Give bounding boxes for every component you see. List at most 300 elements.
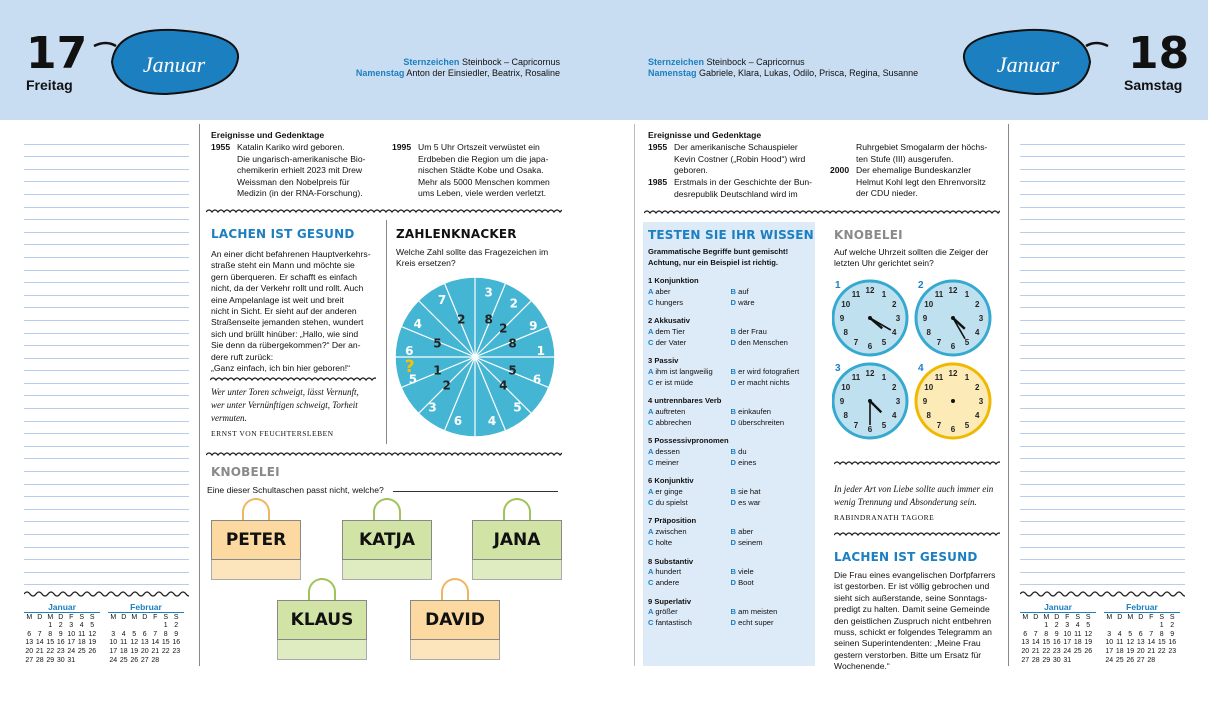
note-line: [24, 510, 189, 523]
bag-label: PETER: [211, 520, 301, 560]
day-cell: 4: [1117, 630, 1122, 638]
clock-label: 1: [835, 280, 841, 291]
day-cell: 3: [111, 630, 116, 638]
clock-number: 1: [881, 372, 887, 382]
note-line: [1020, 346, 1185, 359]
clock-pin: [868, 316, 872, 320]
note-line: [1020, 434, 1185, 447]
day-cell: [129, 622, 140, 631]
note-line: [1020, 132, 1185, 145]
day-cell: [1146, 622, 1157, 631]
day-cell: [1083, 657, 1094, 666]
option-letter: A: [648, 527, 656, 537]
weekday-cell: S: [79, 613, 85, 621]
laugh-line: den geistlichen Zuspruch nicht entbehren: [834, 615, 992, 626]
note-line: [1020, 459, 1185, 472]
clock-number: 9: [839, 397, 845, 406]
day-cell: 23: [56, 647, 65, 655]
note-line: [24, 371, 189, 384]
day-cell: 27: [1021, 656, 1030, 664]
day-cell: 4: [1075, 622, 1080, 630]
option-letter: A: [648, 447, 656, 457]
wave-divider: [1020, 590, 1185, 598]
weekday-cell: D: [1054, 613, 1060, 621]
quiz-option: [731, 338, 814, 349]
day-cell: 15: [1157, 639, 1166, 647]
note-line: [24, 321, 189, 334]
calendar-week: [24, 639, 100, 648]
event-item: [392, 142, 562, 200]
clock-number: 9: [922, 397, 928, 406]
bag-bottom: [410, 640, 500, 660]
day-cell: [1104, 622, 1115, 631]
calendar-week: [1020, 657, 1096, 666]
quiz-option: [731, 407, 814, 418]
quiz-row: [648, 338, 813, 349]
quiz-option: [648, 298, 731, 309]
weekday-cell: S: [89, 613, 95, 621]
clock-number: 4: [975, 328, 980, 337]
bag-label: KATJA: [342, 520, 432, 560]
note-line: [24, 447, 189, 460]
clock-number: 5: [964, 338, 970, 348]
option-text: der Frau: [738, 326, 767, 336]
quiz-row: [648, 458, 813, 469]
day-cell: 13: [1136, 639, 1145, 647]
clock-number: 8: [843, 411, 848, 420]
calendar-week: [1020, 648, 1096, 657]
note-line: [24, 548, 189, 561]
weekday-right: Samstag: [1124, 77, 1183, 93]
clock-number: 3: [978, 314, 984, 323]
clock-number: 8: [926, 411, 931, 420]
bag-bottom: [211, 560, 301, 580]
note-line: [1020, 535, 1185, 548]
calendar-week: [1104, 657, 1180, 666]
note-line: [1020, 548, 1185, 561]
laugh-line: Sie denn da rübergekommen?“ Der an-: [211, 340, 361, 351]
clock-number: 4: [975, 411, 980, 420]
day-cell: 26: [1084, 647, 1093, 655]
weekday-cell: F: [69, 613, 74, 621]
question-mark: ?: [404, 357, 415, 378]
quiz-option: [648, 538, 731, 549]
day-cell: 18: [119, 647, 128, 655]
option-letter: C: [648, 337, 656, 347]
quiz-option: [731, 367, 814, 378]
quiz-intro-line: Grammatische Begriffe bunt gemischt!: [648, 247, 789, 256]
calendar-week: [1020, 639, 1096, 648]
quiz-heading: 9 Superlativ: [648, 596, 692, 606]
note-line: [1020, 560, 1185, 573]
option-text: er ginge: [655, 487, 683, 497]
mini-calendar-january-left: [24, 603, 100, 665]
quiz-row: [648, 407, 813, 418]
day-cell: 6: [27, 630, 32, 638]
weekday-cell: M: [1043, 613, 1050, 621]
event-year: 1955: [648, 142, 668, 152]
note-line: [24, 535, 189, 548]
wheel-outer-number: 6: [532, 372, 542, 387]
wheel-inner-number: 8: [508, 336, 517, 351]
note-line: [24, 132, 189, 145]
option-text: sie hat: [738, 487, 761, 497]
option-text: aber: [655, 286, 671, 296]
day-cell: 24: [1063, 647, 1072, 655]
day-cell: 25: [119, 656, 128, 664]
note-line: [24, 384, 189, 397]
clock-number: 11: [934, 289, 944, 299]
wave-divider: [24, 590, 189, 598]
day-cell: 9: [1170, 630, 1175, 638]
note-line: [24, 296, 189, 309]
day-cell: 20: [140, 647, 149, 655]
day-cell: 12: [88, 630, 97, 638]
laugh-line: sich und brüllt hinüber: „Hallo, wie sind: [211, 328, 359, 339]
notes-lines-left: [24, 132, 189, 585]
calendar-title: Februar: [108, 603, 184, 613]
quiz-option: [648, 458, 731, 469]
clock-label: 3: [835, 363, 841, 374]
weekday-cell: S: [1075, 613, 1081, 621]
quiz-option: [731, 618, 814, 629]
day-cell: 17: [109, 647, 118, 655]
day-cell: 15: [1042, 639, 1051, 647]
event-text: Mehr als 5000 Menschen kommen: [418, 176, 550, 187]
clock-label: 2: [918, 280, 924, 291]
weekday-cell: D: [121, 613, 127, 621]
note-line: [1020, 510, 1185, 523]
day-cell: 15: [161, 639, 170, 647]
option-text: zwischen: [655, 527, 687, 537]
weekday-cell: D: [58, 613, 64, 621]
day-cell: 8: [163, 630, 168, 638]
day-cell: 23: [1168, 647, 1177, 655]
option-text: er ist müde: [655, 377, 694, 387]
day-cell: 2: [1170, 622, 1175, 630]
wheel-outer-number: 9: [529, 319, 538, 334]
quiz-row: [648, 287, 813, 298]
quiz-option: [648, 378, 731, 389]
quote-right: [834, 483, 1009, 509]
bag-handle: [308, 578, 336, 602]
option-text: den Menschen: [738, 337, 788, 347]
event-year: 1985: [648, 177, 668, 187]
right-zodiac: Sternzeichen Steinbock – Capricornus: [648, 57, 805, 67]
event-year: 2000: [830, 165, 850, 175]
day-cell: 5: [1128, 630, 1133, 638]
clock-number: 1: [964, 289, 970, 299]
mini-calendar-january-right: [1020, 603, 1096, 665]
note-line: [1020, 195, 1185, 208]
day-cell: 12: [1126, 639, 1135, 647]
clock-number: 7: [936, 421, 942, 431]
event-item: [830, 165, 1000, 200]
clock-number: 10: [841, 300, 851, 309]
day-cell: 11: [78, 630, 86, 638]
day-cell: 23: [1052, 647, 1061, 655]
weekday-cell: M: [1022, 613, 1029, 621]
calendar-week: [1020, 631, 1096, 640]
quote-line: In jeder Art von Liebe sollte auch immer ein: [834, 484, 994, 494]
laugh-text-left: [211, 249, 381, 374]
day-cell: 11: [120, 639, 128, 647]
day-cell: 7: [37, 630, 42, 638]
quiz-heading: 3 Passiv: [648, 356, 679, 366]
note-line: [1020, 472, 1185, 485]
note-line: [1020, 321, 1185, 334]
note-line: [1020, 334, 1185, 347]
quiz-row: [648, 567, 813, 578]
month-name-left: Januar: [142, 52, 206, 77]
quiz-option: [648, 527, 731, 538]
clock-number: 5: [881, 338, 887, 348]
quiz-row: [648, 498, 813, 509]
quiz-intro: [648, 247, 813, 269]
clock-number: 12: [865, 369, 875, 378]
note-line: [1020, 384, 1185, 397]
laugh-line: nicht, da der Verkehr rollt und rollt. Auch: [211, 283, 364, 294]
quiz-heading: 2 Akkusativ: [648, 316, 690, 326]
day-cell: [1157, 657, 1168, 666]
calendar-weekdays: [108, 614, 184, 623]
note-line: [24, 346, 189, 359]
day-cell: 1: [1159, 622, 1164, 630]
puzzle-title: ZAHLENKNACKER: [396, 227, 517, 241]
wheel-outer-number: 6: [405, 344, 414, 359]
day-cell: [119, 622, 130, 631]
day-cell: 4: [121, 630, 126, 638]
day-cell: 6: [1138, 630, 1143, 638]
laugh-line: sieht sich außerstande, seine Sonntags-: [834, 592, 988, 603]
day-cell: 20: [25, 647, 34, 655]
weekday-cell: S: [173, 613, 179, 621]
quote-line: vermuten.: [211, 413, 247, 423]
note-line: [24, 271, 189, 284]
weekday-cell: D: [1138, 613, 1144, 621]
quiz-title: TESTEN SIE IHR WISSEN: [648, 228, 814, 242]
option-text: viele: [738, 567, 754, 577]
option-letter: D: [730, 337, 739, 347]
laugh-line: Wochenende.“: [834, 661, 890, 672]
option-text: der Vater: [655, 337, 687, 347]
option-letter: C: [648, 618, 656, 628]
day-cell: 21: [1147, 647, 1156, 655]
quiz-item: [648, 276, 813, 308]
quiz-list: [648, 276, 813, 637]
option-text: dem Tier: [655, 326, 685, 336]
option-letter: A: [648, 567, 656, 577]
bag-bottom: [342, 560, 432, 580]
note-line: [1020, 170, 1185, 183]
day-cell: 7: [1033, 630, 1038, 638]
day-cell: 3: [69, 622, 74, 630]
clock-number: 12: [948, 369, 958, 378]
laugh-line: „Ganz einfach, ich bin hier geboren!“: [211, 363, 351, 374]
calendar-week: [108, 657, 184, 666]
laugh-line: straße steht ein Mann und möchte sie: [211, 260, 355, 271]
day-number-right: 18: [1128, 28, 1190, 79]
wheel-inner-number: 2: [457, 312, 466, 327]
day-cell: 16: [172, 639, 181, 647]
clock-number: 7: [936, 338, 942, 348]
day-cell: 19: [130, 647, 139, 655]
day-cell: 28: [1031, 656, 1040, 664]
quiz-intro-line: Achtung, nur ein Beispiel ist richtig.: [648, 257, 778, 267]
event-text: geboren.: [674, 165, 708, 175]
right-nameday: Namenstag Gabriele, Klara, Lukas, Odilo, Prisca, Regina, Susanne: [648, 68, 919, 78]
note-line: [24, 434, 189, 447]
day-cell: [161, 657, 172, 666]
laugh-line: dere ruft zurück:: [211, 351, 274, 362]
day-cell: 21: [35, 647, 44, 655]
option-letter: D: [730, 497, 739, 507]
day-cell: 14: [1147, 639, 1156, 647]
calendar-title: Februar: [1104, 603, 1180, 613]
quiz-row: [648, 447, 813, 458]
wheel-inner-number: 2: [442, 378, 451, 393]
quiz-row: [648, 607, 813, 618]
day-cell: 26: [88, 647, 97, 655]
day-cell: 20: [1021, 647, 1030, 655]
knobelei-question-left: Eine dieser Schultaschen passt nicht, welche?: [207, 485, 384, 495]
note-line: [24, 396, 189, 409]
day-cell: 9: [1054, 630, 1059, 638]
option-text: hundert: [655, 567, 682, 577]
day-cell: 22: [1042, 647, 1051, 655]
quiz-option: [648, 367, 731, 378]
quiz-option: [731, 607, 814, 618]
option-letter: A: [648, 407, 656, 417]
day-cell: 5: [1086, 622, 1091, 630]
calendar-week: [1104, 639, 1180, 648]
calendar-week: [1104, 622, 1180, 631]
quiz-item: [648, 316, 813, 348]
day-number-left: 17: [26, 28, 88, 79]
event-text: Der amerikanische Schauspieler: [674, 142, 798, 152]
note-line: [1020, 422, 1185, 435]
clock-number: 9: [839, 314, 845, 323]
quiz-row: [648, 367, 813, 378]
note-line: [1020, 157, 1185, 170]
note-line: [24, 359, 189, 372]
day-cell: [87, 657, 98, 666]
day-cell: 7: [1149, 630, 1154, 638]
wheel-outer-number: 2: [509, 296, 518, 311]
day-cell: 14: [1031, 639, 1040, 647]
day-cell: 27: [1136, 656, 1145, 664]
event-text: Erstmals in der Geschichte der Bun-: [674, 177, 813, 187]
knobelei-line: Auf welche Uhrzeit sollten die Zeiger der: [834, 247, 989, 257]
wave-divider: [834, 460, 1000, 468]
laugh-line: gern überqueren. Er schafft es einfach: [211, 271, 358, 282]
note-line: [24, 258, 189, 271]
clock-number: 11: [934, 372, 944, 382]
option-letter: B: [730, 487, 739, 497]
clock-pin: [951, 399, 955, 403]
event-year: 1995: [392, 142, 412, 152]
option-letter: B: [730, 607, 739, 617]
option-letter: C: [648, 377, 656, 387]
quiz-row: [648, 418, 813, 429]
quiz-row: [648, 327, 813, 338]
quiz-option: [648, 418, 731, 429]
option-letter: C: [648, 417, 656, 427]
option-text: du: [738, 447, 747, 457]
wave-divider: [834, 531, 1000, 539]
option-letter: A: [648, 487, 656, 497]
option-text: echt super: [738, 618, 774, 628]
left-nameday: Namenstag Anton der Einsiedler, Beatrix, Rosaline: [355, 68, 560, 78]
calendar-week: [1104, 648, 1180, 657]
note-line: [24, 170, 189, 183]
wheel-outer-number: 5: [408, 372, 418, 387]
quiz-option: [648, 567, 731, 578]
laugh-title-right: LACHEN IST GESUND: [834, 550, 978, 564]
quiz-row: [648, 298, 813, 309]
option-text: abbrechen: [655, 417, 692, 427]
weekday-cell: M: [1106, 613, 1113, 621]
day-cell: [1167, 657, 1178, 666]
laugh-text-right: [834, 570, 1004, 673]
bag-handle: [503, 498, 531, 522]
quiz-option: [648, 407, 731, 418]
quiz-option: [648, 607, 731, 618]
quiz-option: [648, 287, 731, 298]
day-cell: [108, 622, 119, 631]
quiz-option: [731, 578, 814, 589]
option-letter: D: [730, 377, 739, 387]
event-year: 1955: [211, 142, 231, 152]
clock-number: 6: [867, 425, 873, 434]
option-letter: D: [730, 417, 739, 427]
option-letter: B: [730, 447, 739, 457]
quote-author-left: ERNST VON FEUCHTERSLEBEN: [211, 429, 334, 438]
calendar-weekdays: [24, 614, 100, 623]
calendar-weekdays: [1104, 614, 1180, 623]
event-text: nischen Städte Kobe und Osaka.: [418, 165, 544, 175]
quiz-heading: 8 Substantiv: [648, 556, 694, 566]
quiz-option: [731, 527, 814, 538]
wave-divider: [644, 209, 1000, 217]
option-text: hungers: [655, 297, 684, 307]
note-line: [24, 560, 189, 573]
day-cell: [24, 622, 35, 631]
day-cell: 17: [1063, 639, 1072, 647]
day-cell: 19: [88, 639, 97, 647]
wave-divider: [206, 208, 562, 216]
event-text: Erdbeben die Region um die japa-: [418, 153, 549, 164]
note-line: [24, 245, 189, 258]
option-text: es war: [738, 497, 761, 507]
quote-left: [211, 386, 386, 425]
note-line: [1020, 233, 1185, 246]
event-item: [830, 142, 1000, 165]
option-text: seinem: [738, 538, 763, 548]
event-text: ums Leben, viele werden verletzt.: [418, 188, 547, 198]
leaf-icon: [960, 22, 1110, 98]
note-line: [24, 308, 189, 321]
mini-calendar-february-right: [1104, 603, 1180, 665]
note-line: [24, 459, 189, 472]
quiz-item: [648, 396, 813, 428]
day-cell: 27: [140, 656, 149, 664]
wheel-inner-number: 5: [433, 336, 442, 351]
leaf-icon: [92, 22, 242, 98]
day-cell: 18: [77, 639, 86, 647]
day-cell: 1: [48, 622, 53, 630]
weekday-cell: S: [1159, 613, 1165, 621]
